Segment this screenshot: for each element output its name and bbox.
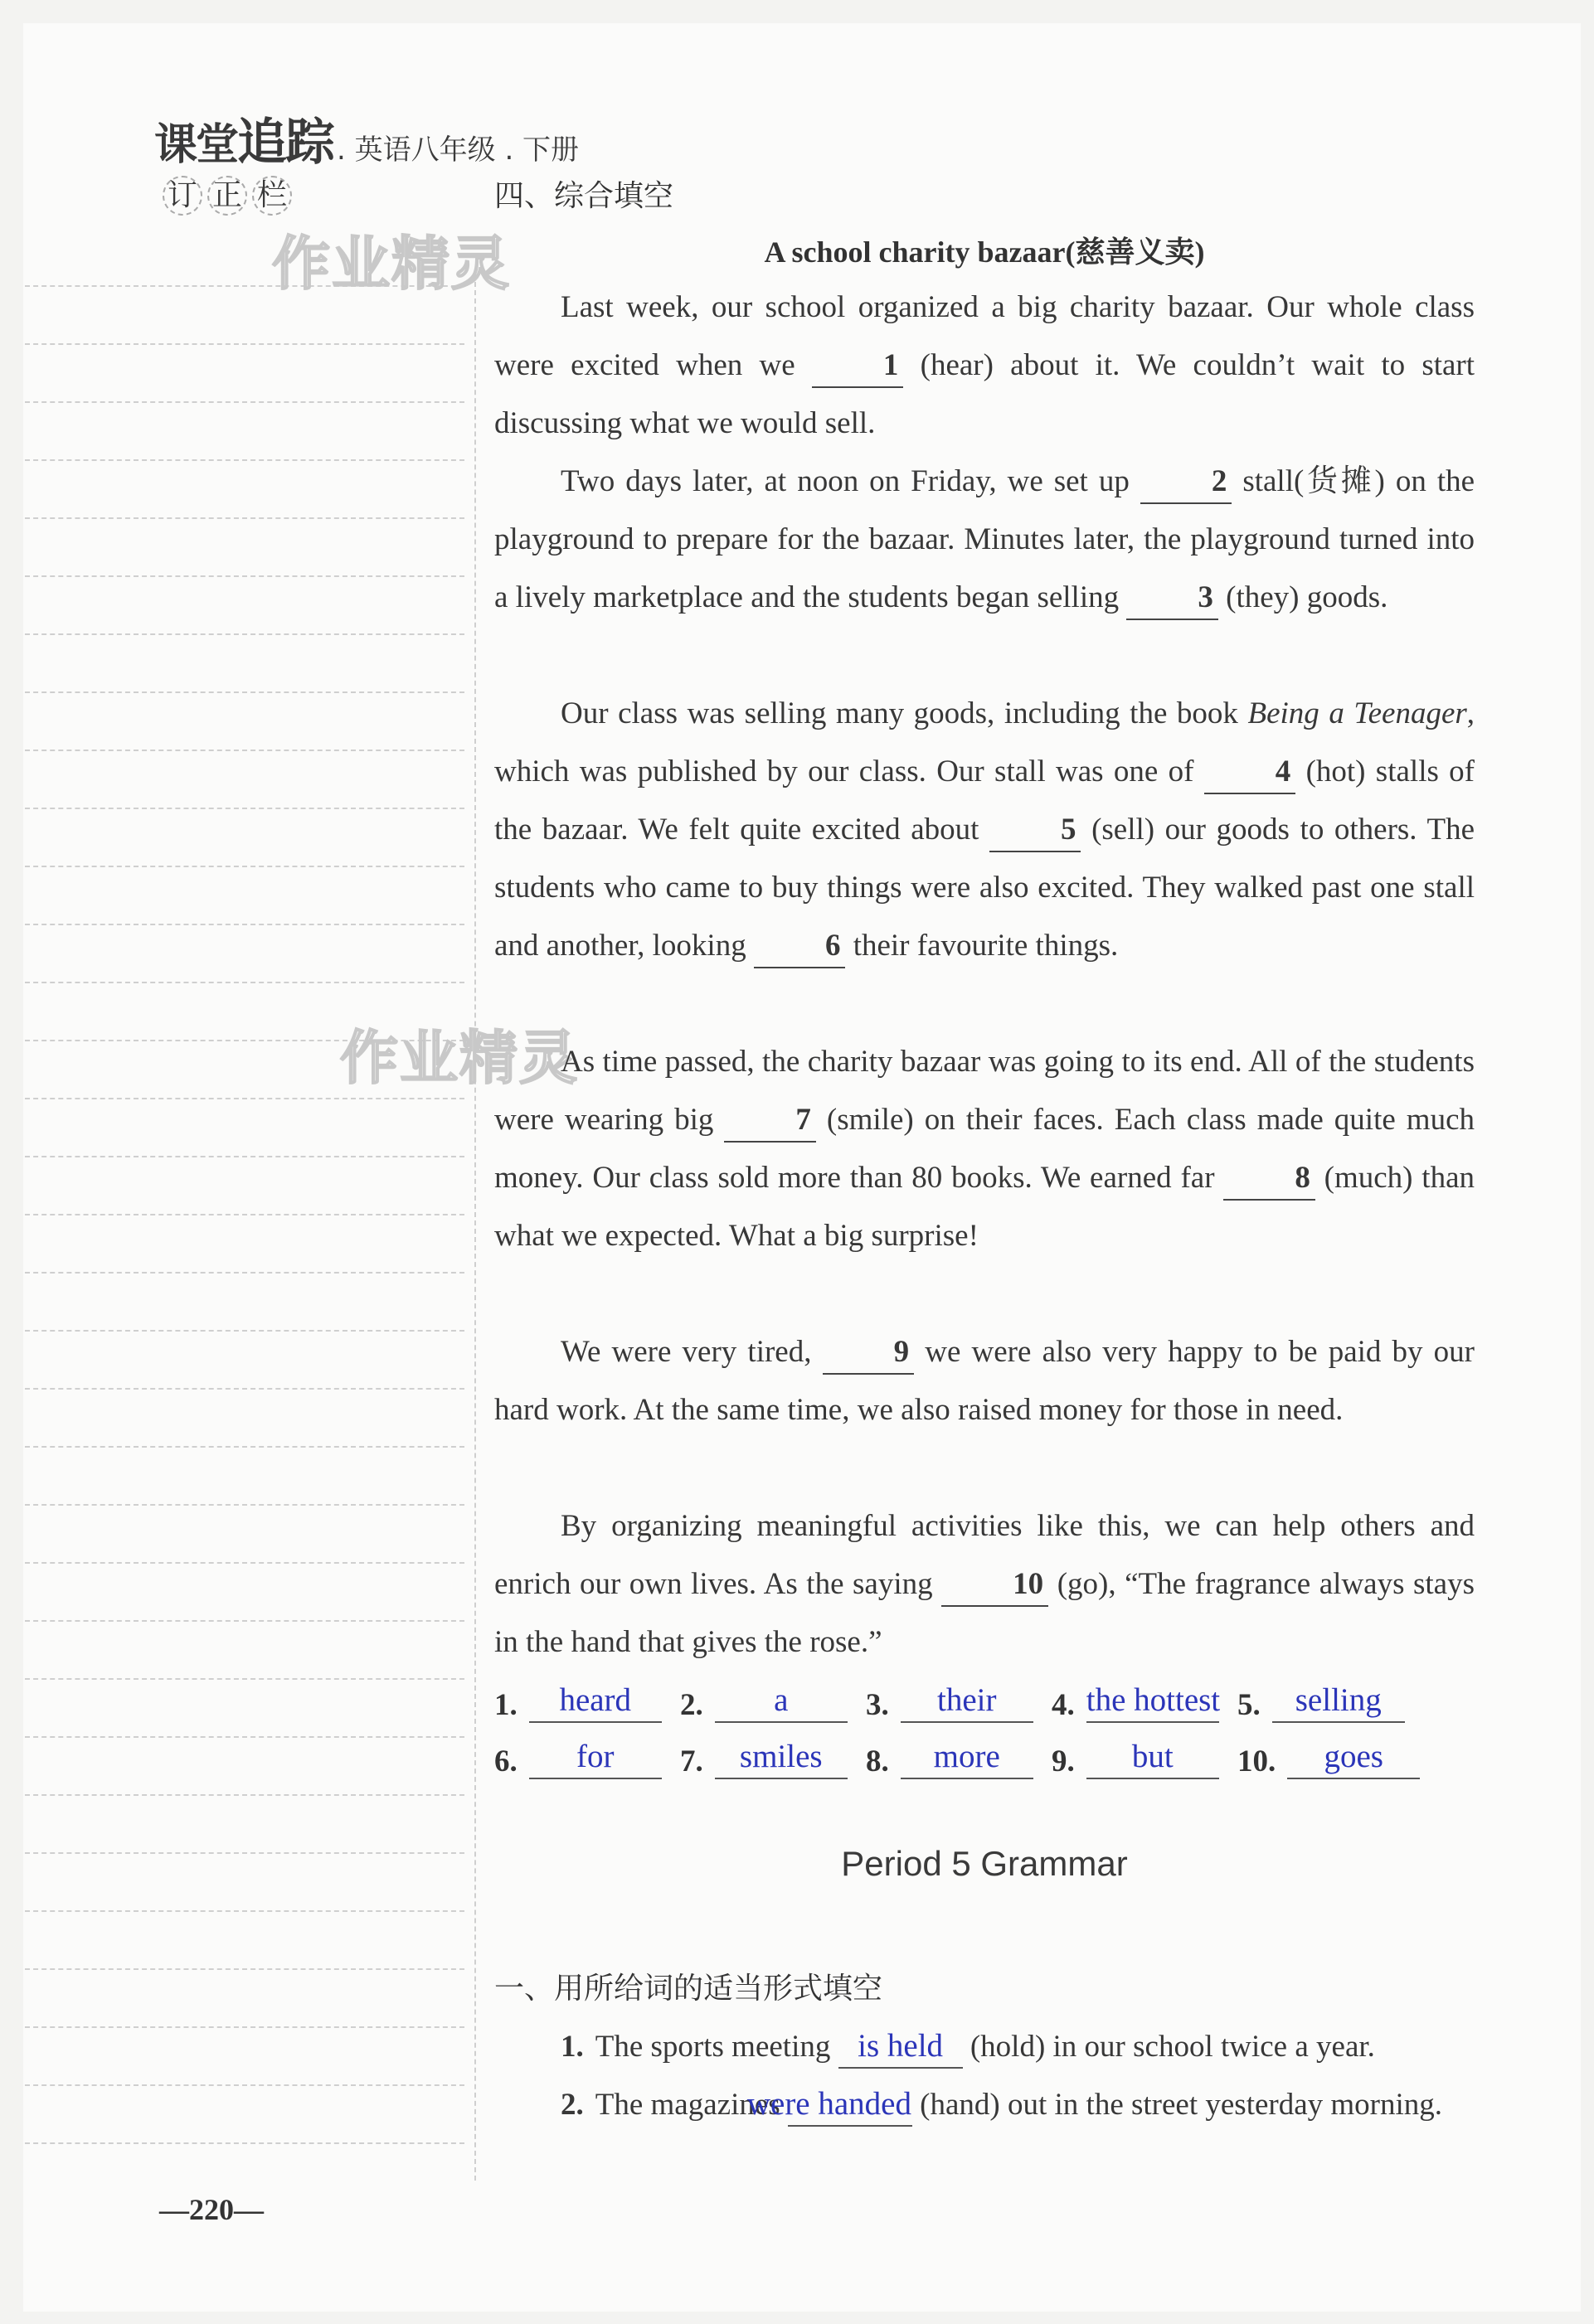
answer-item: 3. their [866, 1680, 1052, 1723]
handwritten-answer[interactable]: a [715, 1680, 848, 1723]
blank-7: 7 [724, 1099, 816, 1143]
paragraph: As time passed, the charity bazaar was going to its end. All of the students were wearing big 7 (smile) on their faces. Each class made quite much money. Our class sold more than 80 books. We earned far 8 (much) than what we expected. What a big surprise! [494, 1045, 1475, 1253]
handwritten-answer[interactable]: smiles [715, 1736, 848, 1779]
handwritten-answer[interactable]: for [529, 1736, 662, 1779]
correction-line [25, 808, 464, 809]
paragraph: We were very tired, 9 we were also very happy to be paid by our hard work. At the same time, we also raised money for those in need. [494, 1323, 1475, 1439]
paragraph: Two days later, at noon on Friday, we set up 2 stall(货摊) on the playground to prepare for the bazaar. Minutes later, the playground turned into a lively marketplace and the students began selling 3 (they) goods. [494, 453, 1475, 627]
watermark: 作业精灵 [340, 1024, 579, 1092]
grammar-heading: 一、用所给词的适当形式填空 [494, 1972, 883, 2006]
answer-row [494, 1723, 1475, 1779]
handwritten-answer[interactable]: were handed [788, 2084, 912, 2127]
answer-row [494, 1667, 1475, 1723]
blank-8: 8 [1223, 1157, 1315, 1201]
correction-line [25, 1910, 464, 1912]
correction-line [25, 924, 464, 925]
correction-line [25, 343, 464, 345]
correction-line [25, 1620, 464, 1622]
answer-item: 10. goes [1237, 1736, 1423, 1779]
handwritten-answer[interactable]: is held [838, 2026, 963, 2069]
handwritten-answer[interactable]: their [901, 1680, 1033, 1723]
correction-column-title: 订 正 栏 [163, 176, 292, 216]
handwritten-answer[interactable]: goes [1287, 1736, 1420, 1779]
correction-line [25, 2026, 464, 2028]
page-number: —220— [159, 2193, 264, 2226]
correction-line [25, 1330, 464, 1332]
correction-line [25, 1852, 464, 1854]
correction-line [25, 750, 464, 751]
answer-item: 8. more [866, 1736, 1052, 1779]
correction-line [25, 1562, 464, 1564]
correction-line [25, 1736, 464, 1738]
paragraph: By organizing meaningful activities like this, we can help others and enrich our own lives. As the saying 10 (go), “The fragrance always stays in the hand that gives the rose.” [494, 1509, 1475, 1659]
correction-line [25, 1678, 464, 1680]
correction-line [25, 517, 464, 519]
book-title: Being a Teenager [1247, 696, 1467, 730]
answer-item: 6. for [494, 1736, 680, 1779]
correction-line [25, 459, 464, 461]
correction-line [25, 2084, 464, 2086]
handwritten-answer[interactable]: selling [1272, 1680, 1405, 1723]
correction-line [25, 866, 464, 867]
blank-3: 3 [1126, 577, 1218, 620]
correction-line [25, 1794, 464, 1796]
blank-2: 2 [1140, 461, 1232, 504]
paragraph: Our class was selling many goods, including the book Being a Teenager, which was published by our class. Our stall was one of 4 (hot) stalls of the bazaar. We felt quite excited about 5 (sell) our goods to others. The students who came to buy things were also excited. They walked past one stall and another, looking 6 their favourite things. [494, 685, 1475, 975]
correction-line [25, 1446, 464, 1448]
answer-item: 5. selling [1237, 1680, 1423, 1723]
section-heading: 四、综合填空 [494, 179, 674, 213]
column-divider [474, 274, 476, 2181]
blank-5: 5 [989, 809, 1081, 852]
handwritten-answer[interactable]: but [1086, 1736, 1219, 1779]
book-header [154, 103, 580, 172]
answer-item: 2. a [680, 1680, 866, 1723]
correction-line [25, 1388, 464, 1390]
blank-4: 4 [1204, 751, 1296, 794]
correction-line [25, 1156, 464, 1157]
correction-line [25, 691, 464, 693]
blank-6: 6 [754, 925, 846, 968]
correction-line [25, 2142, 464, 2144]
question-1: 1. The sports meeting is held (hold) in our school twice a year. [561, 2018, 1476, 2076]
correction-line [25, 982, 464, 983]
period-title: Period 5 Grammar [841, 1844, 1128, 1883]
brand-logo: 课堂追踪 [154, 114, 334, 172]
handwritten-answer[interactable]: more [901, 1736, 1033, 1779]
answer-item: 4. the hottest [1052, 1680, 1237, 1723]
correction-line [25, 575, 464, 577]
handwritten-answer[interactable]: heard [529, 1680, 662, 1723]
correction-line [25, 1504, 464, 1506]
correction-line [25, 1214, 464, 1215]
correction-line [25, 633, 464, 635]
blank-10: 10 [941, 1564, 1048, 1607]
blank-9: 9 [823, 1332, 915, 1375]
correction-line [25, 1098, 464, 1099]
answer-item: 9. but [1052, 1736, 1237, 1779]
blank-1: 1 [812, 345, 904, 388]
correction-line [25, 401, 464, 403]
article-title: A school charity bazaar(慈善义卖) [764, 235, 1205, 269]
handwritten-answer[interactable]: the hottest [1086, 1680, 1219, 1723]
answer-grid [494, 1667, 1475, 1779]
correction-line [25, 1272, 464, 1274]
answer-item: 7. smiles [680, 1736, 866, 1779]
watermark: 作业精灵 [272, 230, 511, 298]
book-subtitle: . 英语八年级 . 下册 [337, 133, 580, 167]
correction-line [25, 1968, 464, 1970]
paragraph: Last week, our school organized a big charity bazaar. Our whole class were excited when we 1 (hear) about it. We couldn’t wait to start discussing what we would sell. [494, 290, 1475, 440]
answer-item: 1. heard [494, 1680, 680, 1723]
question-2: 2. The magazines were handed (hand) out in the street yesterday morning. [561, 2076, 1518, 2134]
